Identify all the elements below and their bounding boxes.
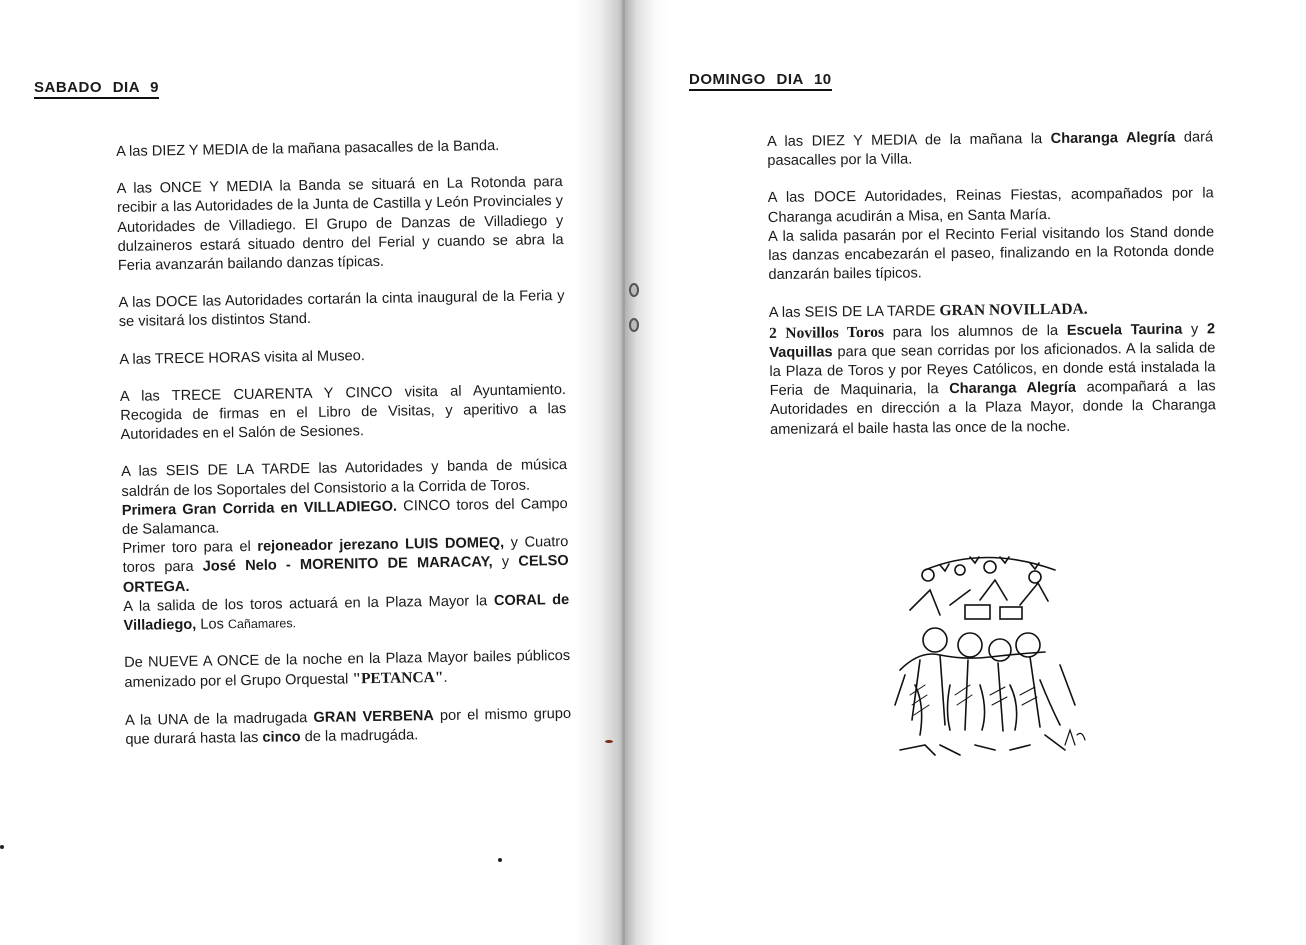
bold-text: CELSO ORTEGA. bbox=[122, 553, 569, 596]
heading-number: 10 bbox=[813, 71, 832, 88]
heading-label: DIA bbox=[112, 79, 140, 96]
bold-text: GRAN NOVILLADA. bbox=[939, 301, 1088, 320]
bold-text: Escuela Taurina bbox=[1066, 321, 1183, 339]
left-page bbox=[0, 0, 640, 945]
paragraph bbox=[125, 705, 572, 750]
text: Primer toro para el bbox=[122, 539, 258, 558]
text: CINCO toros del Campo de Salamanca. bbox=[121, 495, 568, 538]
text: y bbox=[492, 554, 519, 571]
heading-day: SABADO bbox=[34, 79, 103, 96]
text: A las SEIS DE LA TARDE las Autoridades y banda de música saldrán de los Soportales del Consistorio a la Corrida de Toros. bbox=[121, 457, 568, 500]
paragraph: A las DOCE las Autoridades cortarán la cinta inaugural de la Feria y se visitará los distintos Stand. bbox=[118, 288, 565, 331]
text: A las SEIS DE LA TARDE bbox=[768, 303, 940, 322]
paragraph bbox=[124, 647, 571, 693]
paper-mark bbox=[605, 740, 613, 743]
dancers-band-illustration bbox=[880, 545, 1090, 770]
text: A la salida de los toros actuará en la Plaza Mayor la bbox=[123, 592, 495, 615]
bold-text: rejoneador jerezano LUIS DOMEQ, bbox=[257, 535, 505, 556]
paragraph-corrida bbox=[121, 456, 570, 636]
bold-text: Charanga Alegría bbox=[949, 380, 1077, 398]
bold-text: CORAL de Villadiego, bbox=[123, 591, 570, 635]
text: de la madrugáda. bbox=[300, 727, 419, 746]
heading-label: DIA bbox=[776, 71, 804, 88]
paper-speck bbox=[498, 858, 502, 862]
paragraph: A las DIEZ Y MEDIA de la mañana pasacalles de la Banda. bbox=[116, 137, 500, 160]
bold-text: Charanga Alegría bbox=[1050, 129, 1176, 148]
text: acompañará a las Autoridades en dirección a la Plaza Mayor, donde la Charanga amenizará el baile hasta las once de la noche. bbox=[769, 378, 1216, 438]
paragraph bbox=[768, 185, 1215, 286]
text: . bbox=[443, 670, 448, 687]
heading-number: 9 bbox=[150, 79, 159, 96]
text: para que sean corridas por los aficionados. A la salida de la Plaza de Toros y por Reyes Católicos, en donde está instalada la Feria de Maquinaria, la bbox=[769, 340, 1216, 400]
paragraph bbox=[769, 299, 1216, 440]
paragraph: A las ONCE Y MEDIA la Banda se situará en La Rotonda para recibir a las Autoridades de la Junta de Castilla y León Provinciales y Autoridades de Villadiego. El Grupo de Danzas de Villadiego y dulzaineros estará situado dentro del Ferial y cuando se abra la Feria avanzarán bailando danzas típicas. bbox=[116, 174, 564, 274]
right-page-text bbox=[767, 128, 1216, 457]
paragraph bbox=[767, 128, 1213, 171]
text: y bbox=[1182, 321, 1208, 338]
heading-day: DOMINGO bbox=[689, 71, 766, 88]
text: A las DOCE Autoridades, Reinas Fiestas, acompañados por la Charanga acudirán a Misa, en Santa María. bbox=[767, 185, 1214, 226]
paragraph: A las TRECE HORAS visita al Museo. bbox=[119, 347, 365, 368]
text: dará pasacalles por la Villa. bbox=[767, 129, 1214, 170]
bold-text: "PETANCA" bbox=[352, 669, 444, 688]
right-page-heading bbox=[689, 71, 832, 91]
text: para los alumnos de la bbox=[883, 322, 1067, 341]
book-crease bbox=[622, 0, 625, 945]
small-text: Cañamares. bbox=[227, 616, 297, 632]
bold-text: 2 Vaquillas bbox=[769, 320, 1216, 361]
bold-text: GRAN VERBENA bbox=[313, 707, 434, 726]
staple-mark bbox=[629, 318, 639, 332]
staple-mark bbox=[629, 283, 639, 297]
text: Los bbox=[196, 616, 229, 633]
text: y Cuatro toros para bbox=[122, 534, 569, 577]
bold-text: Primera Gran Corrida en VILLADIEGO. bbox=[121, 498, 398, 519]
bold-text: José Nelo - MORENITO DE MARACAY, bbox=[202, 554, 493, 576]
text: A la UNA de la madrugada bbox=[124, 709, 314, 729]
text: A las DIEZ Y MEDIA de la mañana la bbox=[767, 131, 1051, 150]
bold-text: cinco bbox=[262, 729, 301, 746]
paper-speck bbox=[0, 845, 4, 849]
left-page-heading bbox=[34, 79, 159, 99]
bold-text: 2 Novillos Toros bbox=[769, 323, 885, 342]
text: por el mismo grupo que durará hasta las bbox=[125, 705, 572, 748]
left-page-text bbox=[116, 136, 572, 768]
text: De NUEVE A ONCE de la noche en la Plaza Mayor bailes públicos amenizado por el Grupo Orquestal bbox=[124, 648, 571, 692]
paragraph: A las TRECE CUARENTA Y CINCO visita al Ayuntamiento. Recogida de firmas en el Libro de Visitas, y aperitivo a las Autoridades en el Salón de Sesiones. bbox=[119, 381, 567, 444]
text: A la salida pasarán por el Recinto Ferial visitando los Stand donde las danzas encabezarán el paseo, finalizando en la Rotonda donde danzarán bailes típicos. bbox=[768, 224, 1215, 284]
